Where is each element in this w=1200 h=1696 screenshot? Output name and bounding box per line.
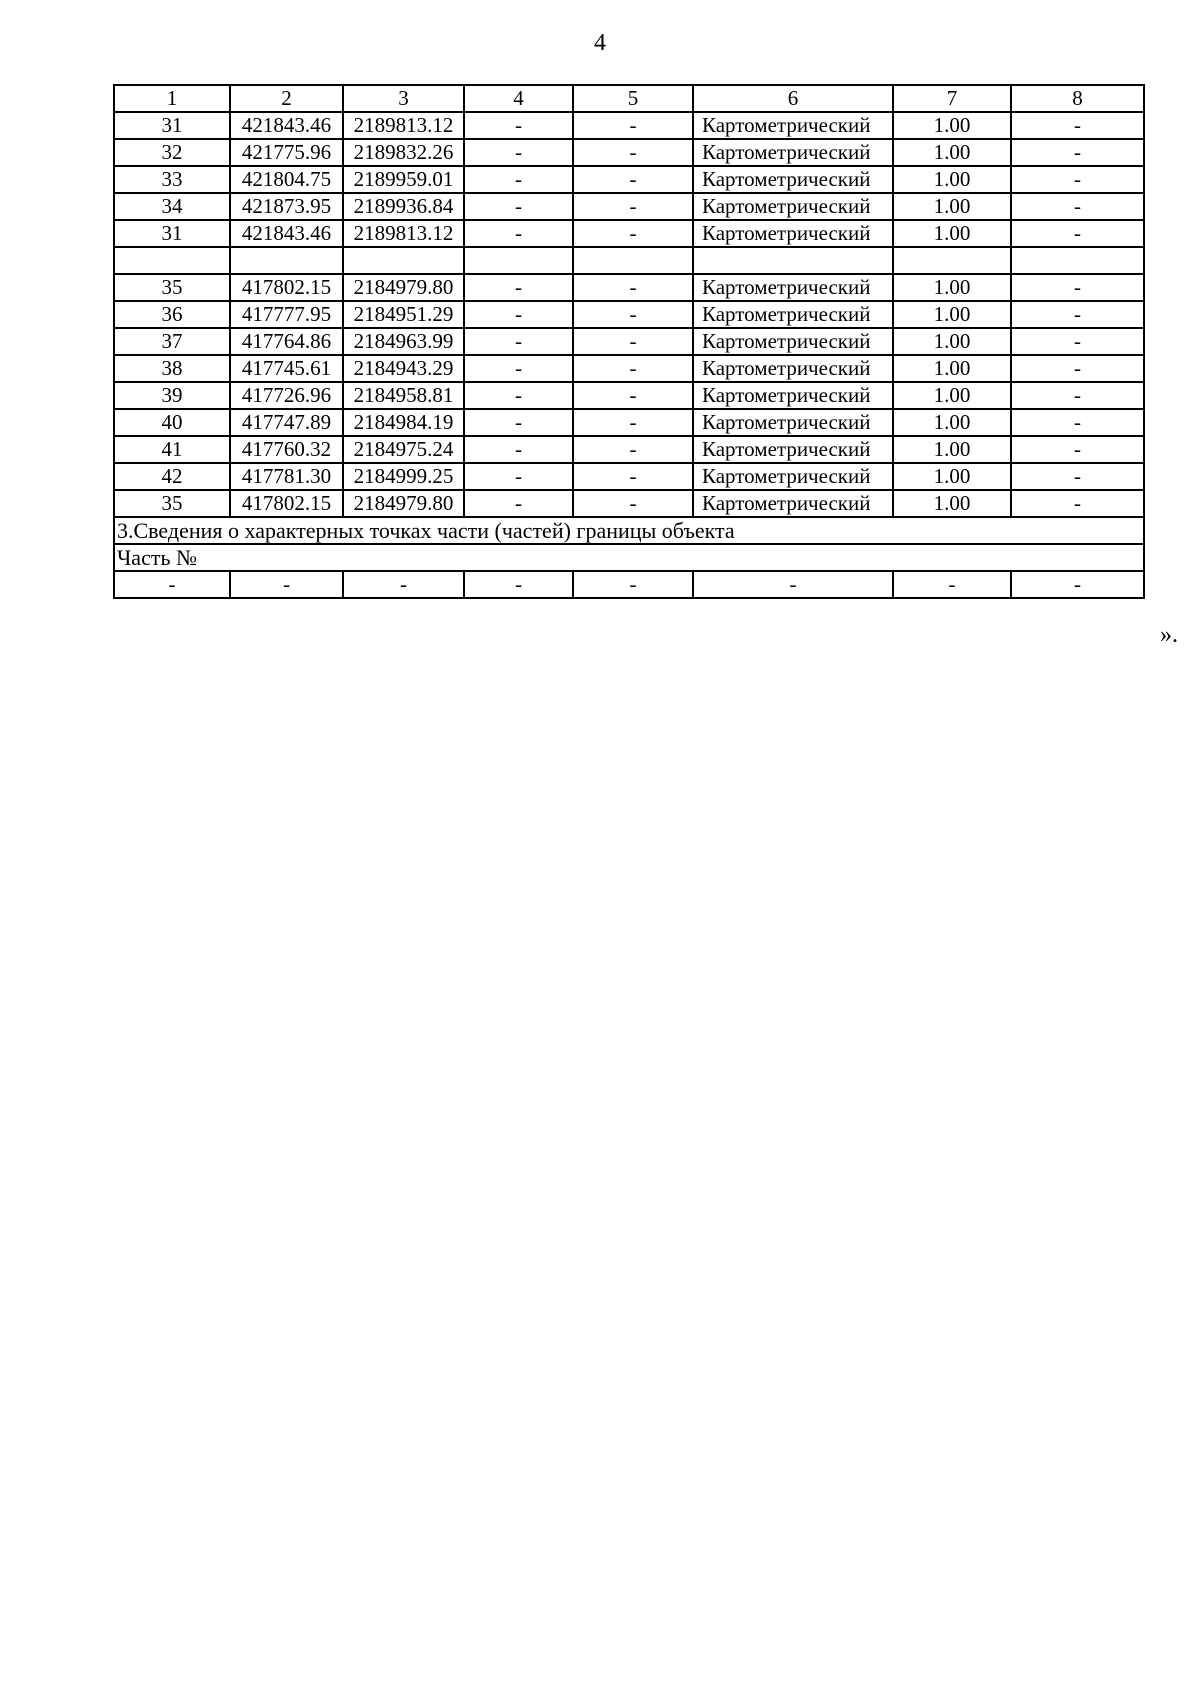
table-cell: 417802.15 — [230, 274, 343, 301]
table-cell: 2184975.24 — [343, 436, 464, 463]
table-cell: 35 — [114, 274, 230, 301]
table-cell: - — [464, 355, 573, 382]
table-cell: - — [1011, 463, 1144, 490]
table-cell: 2184979.80 — [343, 490, 464, 517]
table-cell: - — [1011, 274, 1144, 301]
table-cell: - — [573, 490, 693, 517]
table-cell: - — [114, 571, 230, 598]
table-cell — [114, 247, 230, 274]
table-cell: Картометрический — [693, 112, 893, 139]
table-cell: - — [464, 166, 573, 193]
table-cell — [573, 247, 693, 274]
table-cell: - — [464, 139, 573, 166]
table-cell — [893, 247, 1011, 274]
table-cell: - — [573, 220, 693, 247]
table-cell: 36 — [114, 301, 230, 328]
table-cell: - — [573, 274, 693, 301]
column-header: 8 — [1011, 85, 1144, 112]
table-cell: 31 — [114, 220, 230, 247]
table-cell: - — [1011, 193, 1144, 220]
table-cell: 1.00 — [893, 463, 1011, 490]
table-cell: - — [464, 328, 573, 355]
table-row — [114, 220, 1144, 247]
table-row — [114, 274, 1144, 301]
table-cell: 31 — [114, 112, 230, 139]
table-cell: - — [1011, 409, 1144, 436]
table-cell: - — [464, 490, 573, 517]
table-cell: 1.00 — [893, 139, 1011, 166]
table-cell: 40 — [114, 409, 230, 436]
table-cell: 2189936.84 — [343, 193, 464, 220]
table-cell: - — [1011, 382, 1144, 409]
table-cell: - — [1011, 220, 1144, 247]
table-cell: Картометрический — [693, 436, 893, 463]
table-cell: - — [464, 274, 573, 301]
table-cell: - — [1011, 301, 1144, 328]
table-cell: 42 — [114, 463, 230, 490]
table-cell: 37 — [114, 328, 230, 355]
table-cell: - — [1011, 490, 1144, 517]
table-cell: - — [464, 220, 573, 247]
table-cell: - — [464, 409, 573, 436]
table-cell: - — [573, 193, 693, 220]
table-cell: - — [573, 301, 693, 328]
table-row — [114, 301, 1144, 328]
column-header: 7 — [893, 85, 1011, 112]
table-row — [114, 247, 1144, 274]
table-header-row — [114, 85, 1144, 112]
table-cell: - — [1011, 139, 1144, 166]
table-cell: 1.00 — [893, 436, 1011, 463]
table-cell: - — [1011, 112, 1144, 139]
table-cell — [464, 247, 573, 274]
table-cell: 2184958.81 — [343, 382, 464, 409]
table-cell: - — [1011, 328, 1144, 355]
table-cell: 32 — [114, 139, 230, 166]
table-cell — [343, 247, 464, 274]
table-cell: 33 — [114, 166, 230, 193]
table-cell: 35 — [114, 490, 230, 517]
table-cell: Картометрический — [693, 409, 893, 436]
table-cell: 2184943.29 — [343, 355, 464, 382]
table-cell: 417745.61 — [230, 355, 343, 382]
table-cell: - — [343, 571, 464, 598]
table-cell: - — [464, 463, 573, 490]
table-cell — [693, 247, 893, 274]
column-header: 6 — [693, 85, 893, 112]
table-cell: - — [1011, 436, 1144, 463]
part-label-row — [114, 544, 1144, 571]
table-row — [114, 436, 1144, 463]
table-row — [114, 382, 1144, 409]
table-cell: - — [464, 571, 573, 598]
table-cell: - — [1011, 355, 1144, 382]
table-cell: 417802.15 — [230, 490, 343, 517]
table-cell: - — [464, 301, 573, 328]
table-row — [114, 490, 1144, 517]
table-cell: 1.00 — [893, 490, 1011, 517]
table-cell: 421804.75 — [230, 166, 343, 193]
table-cell: 2184984.19 — [343, 409, 464, 436]
table-cell: - — [573, 436, 693, 463]
table-row — [114, 112, 1144, 139]
part-label: Часть № — [114, 544, 1144, 571]
table-cell: - — [464, 193, 573, 220]
table-cell: - — [573, 139, 693, 166]
coordinates-table — [113, 84, 1145, 599]
table-cell: - — [573, 463, 693, 490]
table-cell: Картометрический — [693, 139, 893, 166]
table-cell: - — [893, 571, 1011, 598]
table-cell: 1.00 — [893, 409, 1011, 436]
table-cell: 2189813.12 — [343, 220, 464, 247]
table-cell: 1.00 — [893, 355, 1011, 382]
table-cell: 417747.89 — [230, 409, 343, 436]
table-cell — [230, 247, 343, 274]
section-title: 3.Сведения о характерных точках части (частей) границы объекта — [114, 517, 1144, 544]
table-cell: - — [573, 355, 693, 382]
table-cell: 417781.30 — [230, 463, 343, 490]
table-cell: 1.00 — [893, 166, 1011, 193]
table-cell: 1.00 — [893, 193, 1011, 220]
table-cell: 1.00 — [893, 382, 1011, 409]
table-cell: - — [573, 112, 693, 139]
table-row — [114, 463, 1144, 490]
table-row — [114, 328, 1144, 355]
table-cell — [1011, 247, 1144, 274]
table-cell: Картометрический — [693, 490, 893, 517]
table-cell: 1.00 — [893, 328, 1011, 355]
table-cell: - — [1011, 166, 1144, 193]
table-row — [114, 166, 1144, 193]
closing-quote: ». — [1160, 622, 1178, 648]
table-row — [114, 355, 1144, 382]
table-cell: 417726.96 — [230, 382, 343, 409]
table-cell: 1.00 — [893, 112, 1011, 139]
table-cell: - — [464, 436, 573, 463]
table-cell: 2189813.12 — [343, 112, 464, 139]
table-cell: - — [573, 571, 693, 598]
table-cell: 2189832.26 — [343, 139, 464, 166]
column-header: 1 — [114, 85, 230, 112]
table-cell: 2189959.01 — [343, 166, 464, 193]
table-cell: 1.00 — [893, 220, 1011, 247]
table-cell: 1.00 — [893, 274, 1011, 301]
part-data-row — [114, 571, 1144, 598]
table-row — [114, 139, 1144, 166]
table-row — [114, 409, 1144, 436]
table-cell: 417760.32 — [230, 436, 343, 463]
table-body — [114, 85, 1144, 598]
table-cell: - — [230, 571, 343, 598]
table-cell: Картометрический — [693, 355, 893, 382]
table-cell: - — [464, 382, 573, 409]
column-header: 3 — [343, 85, 464, 112]
table-cell: 39 — [114, 382, 230, 409]
table-cell: 2184979.80 — [343, 274, 464, 301]
table-cell: 2184963.99 — [343, 328, 464, 355]
table-cell: Картометрический — [693, 166, 893, 193]
table-cell: Картометрический — [693, 193, 893, 220]
table-cell: - — [464, 112, 573, 139]
table-cell: - — [573, 409, 693, 436]
table-cell: - — [1011, 571, 1144, 598]
table-cell: Картометрический — [693, 463, 893, 490]
table-cell: 421843.46 — [230, 112, 343, 139]
table-cell: Картометрический — [693, 301, 893, 328]
table-cell: 2184951.29 — [343, 301, 464, 328]
table-cell: Картометрический — [693, 274, 893, 301]
table-cell: 417764.86 — [230, 328, 343, 355]
table-cell: 421843.46 — [230, 220, 343, 247]
table-cell: Картометрический — [693, 328, 893, 355]
table-cell: 421775.96 — [230, 139, 343, 166]
table-cell: 1.00 — [893, 301, 1011, 328]
column-header: 4 — [464, 85, 573, 112]
page-number: 4 — [594, 30, 606, 56]
column-header: 2 — [230, 85, 343, 112]
table-cell: - — [573, 382, 693, 409]
table-cell: 38 — [114, 355, 230, 382]
table-cell: - — [573, 166, 693, 193]
table-cell: 417777.95 — [230, 301, 343, 328]
section-title-row — [114, 517, 1144, 544]
column-header: 5 — [573, 85, 693, 112]
table-cell: 421873.95 — [230, 193, 343, 220]
table-cell: - — [693, 571, 893, 598]
table-cell: - — [573, 328, 693, 355]
table-cell: 34 — [114, 193, 230, 220]
table-row — [114, 193, 1144, 220]
table-cell: 2184999.25 — [343, 463, 464, 490]
table-cell: Картометрический — [693, 382, 893, 409]
table-cell: 41 — [114, 436, 230, 463]
table-cell: Картометрический — [693, 220, 893, 247]
